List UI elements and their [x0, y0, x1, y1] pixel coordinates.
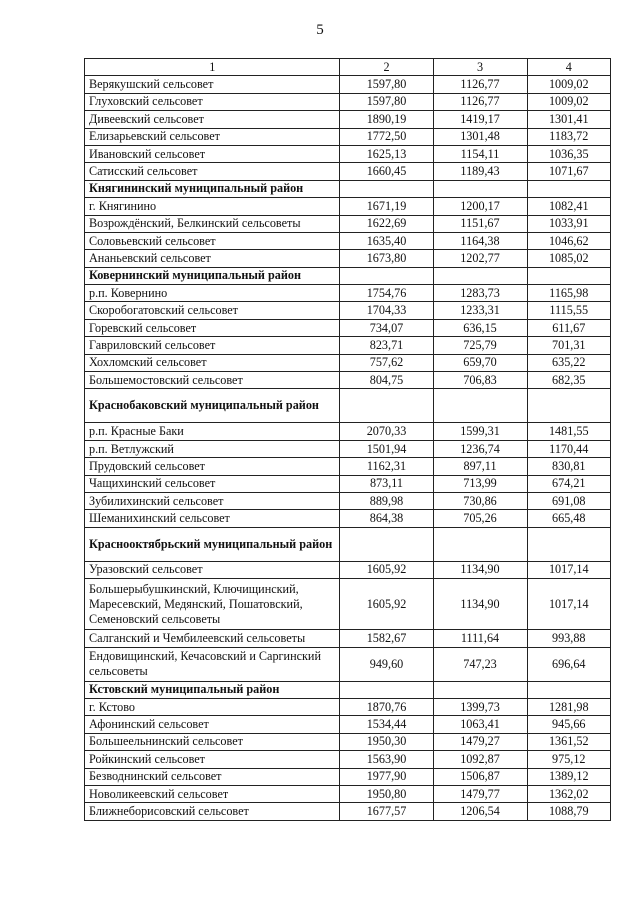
value-col3-cell: 1206,54: [433, 803, 527, 820]
municipality-name-cell: Елизарьевский сельсовет: [85, 128, 340, 145]
column-header-3: 3: [433, 59, 527, 76]
value-col2-cell: 823,71: [340, 337, 433, 354]
page-number: 5: [316, 22, 324, 38]
value-col3-cell: 1111,64: [433, 630, 527, 647]
value-col4-cell: 1017,14: [527, 561, 610, 578]
table-row: [85, 372, 611, 389]
table-row: [85, 76, 611, 93]
value-col4-cell: [527, 527, 610, 561]
value-col2-cell: 1534,44: [340, 716, 433, 733]
value-col4-cell: 1165,98: [527, 285, 610, 302]
table-row: [85, 458, 611, 475]
value-col3-cell: [433, 681, 527, 698]
value-col2-cell: [340, 267, 433, 284]
municipality-name-cell: Уразовский сельсовет: [85, 561, 340, 578]
value-col3-cell: 1399,73: [433, 698, 527, 715]
value-col4-cell: 674,21: [527, 475, 610, 492]
municipality-name-cell: Соловьевский сельсовет: [85, 232, 340, 249]
value-col2-cell: 1890,19: [340, 111, 433, 128]
municipality-name-cell: Возрождёнский, Белкинский сельсоветы: [85, 215, 340, 232]
value-col3-cell: 1419,17: [433, 111, 527, 128]
municipality-name-cell: Скоробогатовский сельсовет: [85, 302, 340, 319]
table-row: [85, 111, 611, 128]
municipality-name-cell: Ананьевский сельсовет: [85, 250, 340, 267]
table-row: [85, 232, 611, 249]
table-row: [85, 751, 611, 768]
value-col3-cell: [433, 389, 527, 423]
value-col4-cell: 945,66: [527, 716, 610, 733]
value-col4-cell: 1046,62: [527, 232, 610, 249]
municipality-name-cell: Дивеевский сельсовет: [85, 111, 340, 128]
value-col2-cell: 2070,33: [340, 423, 433, 440]
municipality-name-cell: Ивановский сельсовет: [85, 145, 340, 162]
district-name-cell: Кстовский муниципальный район: [85, 681, 340, 698]
municipality-name-cell: р.п. Ветлужский: [85, 440, 340, 457]
value-col4-cell: 611,67: [527, 319, 610, 336]
value-col4-cell: 1481,55: [527, 423, 610, 440]
value-col3-cell: 1164,38: [433, 232, 527, 249]
district-name-cell: Княгининский муниципальный район: [85, 180, 340, 197]
value-col2-cell: 1635,40: [340, 232, 433, 249]
value-col2-cell: 734,07: [340, 319, 433, 336]
table-row: [85, 561, 611, 578]
value-col4-cell: 1088,79: [527, 803, 610, 820]
municipality-name-cell: Салганский и Чембилеевский сельсоветы: [85, 630, 340, 647]
value-col3-cell: [433, 180, 527, 197]
value-col2-cell: 804,75: [340, 372, 433, 389]
value-col3-cell: 1479,77: [433, 785, 527, 802]
municipality-name-cell: Сатисский сельсовет: [85, 163, 340, 180]
value-col3-cell: 1202,77: [433, 250, 527, 267]
district-header-row: [85, 681, 611, 698]
value-col4-cell: 830,81: [527, 458, 610, 475]
value-col3-cell: 1126,77: [433, 76, 527, 93]
municipality-name-cell: Ройкинский сельсовет: [85, 751, 340, 768]
value-col2-cell: 757,62: [340, 354, 433, 371]
value-col2-cell: [340, 180, 433, 197]
value-col2-cell: 949,60: [340, 647, 433, 681]
table-row: [85, 803, 611, 820]
table-row: [85, 93, 611, 110]
value-col4-cell: 1170,44: [527, 440, 610, 457]
value-col4-cell: 993,88: [527, 630, 610, 647]
value-col3-cell: 897,11: [433, 458, 527, 475]
municipality-name-cell: Большеельнинский сельсовет: [85, 733, 340, 750]
table-row: [85, 492, 611, 509]
column-header-1: 1: [85, 59, 340, 76]
value-col4-cell: 1009,02: [527, 93, 610, 110]
value-col2-cell: 1563,90: [340, 751, 433, 768]
municipality-name-cell: Большемостовский сельсовет: [85, 372, 340, 389]
municipality-name-cell: Чащихинский сельсовет: [85, 475, 340, 492]
value-col3-cell: 1151,67: [433, 215, 527, 232]
municipality-name-cell: Глуховский сельсовет: [85, 93, 340, 110]
district-name-cell: Краснооктябрьский муниципальный район: [85, 527, 340, 561]
table-row: [85, 733, 611, 750]
table-row: [85, 319, 611, 336]
value-col3-cell: 747,23: [433, 647, 527, 681]
value-col4-cell: 975,12: [527, 751, 610, 768]
value-col3-cell: 1154,11: [433, 145, 527, 162]
table-row: [85, 475, 611, 492]
table-row: [85, 337, 611, 354]
table-row: [85, 250, 611, 267]
municipality-name-cell: Прудовский сельсовет: [85, 458, 340, 475]
value-col3-cell: 725,79: [433, 337, 527, 354]
value-col2-cell: 1605,92: [340, 579, 433, 630]
value-col2-cell: 1772,50: [340, 128, 433, 145]
value-col4-cell: 1085,02: [527, 250, 610, 267]
table-row: [85, 302, 611, 319]
municipality-name-cell: Зубилихинский сельсовет: [85, 492, 340, 509]
value-col2-cell: [340, 681, 433, 698]
municipality-name-cell: г. Кстово: [85, 698, 340, 715]
value-col3-cell: [433, 527, 527, 561]
table-row: [85, 510, 611, 527]
district-header-row: [85, 267, 611, 284]
municipality-name-cell: Гавриловский сельсовет: [85, 337, 340, 354]
table-row: [85, 354, 611, 371]
value-col2-cell: [340, 527, 433, 561]
district-header-row: [85, 389, 611, 423]
table-row: [85, 163, 611, 180]
table-row: [85, 716, 611, 733]
value-col3-cell: 1134,90: [433, 561, 527, 578]
value-col4-cell: 1361,52: [527, 733, 610, 750]
table-row: [85, 423, 611, 440]
value-col2-cell: 1704,33: [340, 302, 433, 319]
value-col4-cell: 1281,98: [527, 698, 610, 715]
value-col4-cell: 635,22: [527, 354, 610, 371]
value-col2-cell: 1673,80: [340, 250, 433, 267]
value-col3-cell: 1283,73: [433, 285, 527, 302]
value-col4-cell: 1017,14: [527, 579, 610, 630]
table-row: [85, 285, 611, 302]
value-col2-cell: 1582,67: [340, 630, 433, 647]
value-col4-cell: 1301,41: [527, 111, 610, 128]
municipality-name-cell: Шеманихинский сельсовет: [85, 510, 340, 527]
table-row: [85, 198, 611, 215]
table-row: [85, 698, 611, 715]
value-col3-cell: [433, 267, 527, 284]
value-col2-cell: 1625,13: [340, 145, 433, 162]
value-col3-cell: 659,70: [433, 354, 527, 371]
column-header-2: 2: [340, 59, 433, 76]
value-col2-cell: [340, 389, 433, 423]
district-name-cell: Ковернинский муниципальный район: [85, 267, 340, 284]
value-col4-cell: 682,35: [527, 372, 610, 389]
table-row: [85, 768, 611, 785]
table-row: [85, 630, 611, 647]
municipality-name-cell: Верякушский сельсовет: [85, 76, 340, 93]
table-row: [85, 215, 611, 232]
value-col4-cell: 691,08: [527, 492, 610, 509]
value-col4-cell: 1115,55: [527, 302, 610, 319]
value-col4-cell: 1033,91: [527, 215, 610, 232]
value-col2-cell: 873,11: [340, 475, 433, 492]
value-col2-cell: 1597,80: [340, 76, 433, 93]
value-col3-cell: 1189,43: [433, 163, 527, 180]
tariff-table: [84, 58, 611, 821]
value-col2-cell: 889,98: [340, 492, 433, 509]
municipality-name-cell: Горевский сельсовет: [85, 319, 340, 336]
value-col3-cell: 1301,48: [433, 128, 527, 145]
value-col3-cell: 705,26: [433, 510, 527, 527]
value-col2-cell: 1660,45: [340, 163, 433, 180]
value-col4-cell: [527, 681, 610, 698]
value-col4-cell: [527, 389, 610, 423]
column-header-4: 4: [527, 59, 610, 76]
municipality-name-cell: г. Княгинино: [85, 198, 340, 215]
value-col3-cell: 1200,17: [433, 198, 527, 215]
value-col3-cell: 636,15: [433, 319, 527, 336]
value-col4-cell: [527, 180, 610, 197]
value-col4-cell: 696,64: [527, 647, 610, 681]
value-col2-cell: 864,38: [340, 510, 433, 527]
value-col4-cell: 701,31: [527, 337, 610, 354]
municipality-name-cell: Новоликеевский сельсовет: [85, 785, 340, 802]
value-col4-cell: 1082,41: [527, 198, 610, 215]
value-col4-cell: 1183,72: [527, 128, 610, 145]
value-col4-cell: 1009,02: [527, 76, 610, 93]
value-col3-cell: 1063,41: [433, 716, 527, 733]
value-col2-cell: 1950,30: [340, 733, 433, 750]
value-col4-cell: 1036,35: [527, 145, 610, 162]
value-col2-cell: 1870,76: [340, 698, 433, 715]
municipality-name-cell: Хохломский сельсовет: [85, 354, 340, 371]
table-row: [85, 785, 611, 802]
value-col2-cell: 1597,80: [340, 93, 433, 110]
value-col3-cell: 730,86: [433, 492, 527, 509]
municipality-name-cell: Афонинский сельсовет: [85, 716, 340, 733]
value-col3-cell: 1236,74: [433, 440, 527, 457]
value-col3-cell: 1233,31: [433, 302, 527, 319]
municipality-name-cell: Ендовищинский, Кечасовский и Саргинский сельсоветы: [85, 647, 340, 681]
value-col4-cell: 1071,67: [527, 163, 610, 180]
value-col2-cell: 1677,57: [340, 803, 433, 820]
value-col2-cell: 1671,19: [340, 198, 433, 215]
municipality-name-cell: Большерыбушкинский, Ключищинский, Маресевский, Медянский, Пошатовский, Семеновский сельсоветы: [85, 579, 340, 630]
value-col2-cell: 1622,69: [340, 215, 433, 232]
district-header-row: [85, 180, 611, 197]
value-col4-cell: [527, 267, 610, 284]
value-col3-cell: 706,83: [433, 372, 527, 389]
value-col2-cell: 1977,90: [340, 768, 433, 785]
value-col2-cell: 1950,80: [340, 785, 433, 802]
table-header-row: [85, 59, 611, 76]
value-col2-cell: 1162,31: [340, 458, 433, 475]
table-row: [85, 647, 611, 681]
value-col3-cell: 1506,87: [433, 768, 527, 785]
table-row: [85, 128, 611, 145]
district-name-cell: Краснобаковский муниципальный район: [85, 389, 340, 423]
value-col3-cell: 1599,31: [433, 423, 527, 440]
value-col3-cell: 1092,87: [433, 751, 527, 768]
value-col2-cell: 1605,92: [340, 561, 433, 578]
district-header-row: [85, 527, 611, 561]
value-col2-cell: 1501,94: [340, 440, 433, 457]
table-row: [85, 579, 611, 630]
table-row: [85, 440, 611, 457]
value-col4-cell: 665,48: [527, 510, 610, 527]
value-col3-cell: 713,99: [433, 475, 527, 492]
municipality-name-cell: р.п. Красные Баки: [85, 423, 340, 440]
value-col4-cell: 1389,12: [527, 768, 610, 785]
value-col2-cell: 1754,76: [340, 285, 433, 302]
municipality-name-cell: Ближнеборисовский сельсовет: [85, 803, 340, 820]
value-col3-cell: 1479,27: [433, 733, 527, 750]
municipality-name-cell: р.п. Ковернино: [85, 285, 340, 302]
value-col3-cell: 1126,77: [433, 93, 527, 110]
municipality-name-cell: Безводнинский сельсовет: [85, 768, 340, 785]
table-row: [85, 145, 611, 162]
value-col4-cell: 1362,02: [527, 785, 610, 802]
value-col3-cell: 1134,90: [433, 579, 527, 630]
